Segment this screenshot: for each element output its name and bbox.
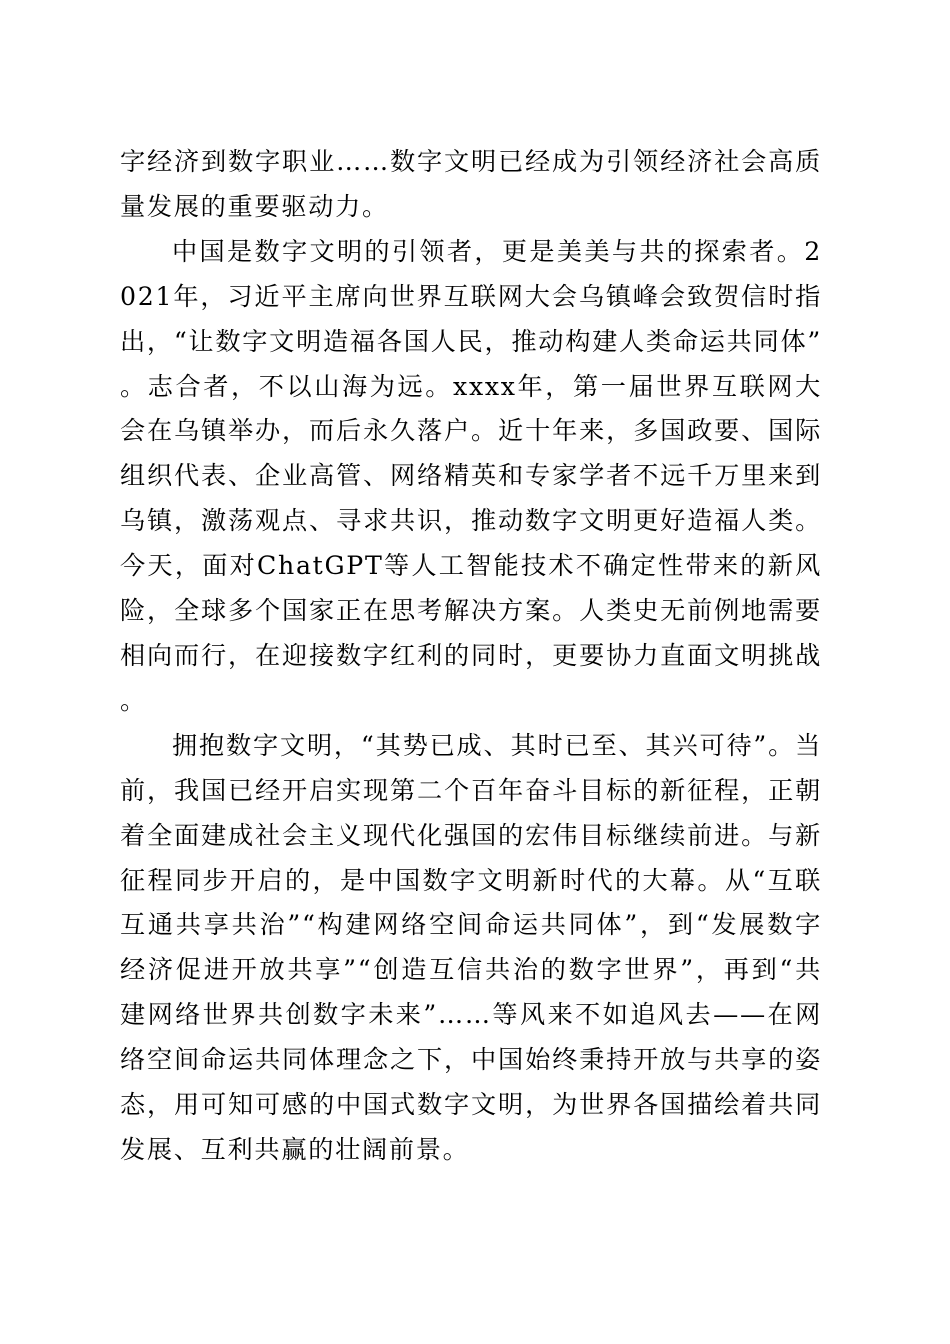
paragraph-digital-civilization-leader: 中国是数字文明的引领者，更是美美与共的探索者。2021年，习近平主席向世界互联网大会乌镇峰会致贺信时指出，“让数字文明造福各国人民，推动构建人类命运共同体”。志合者，不以山海为远。xxxx年，第一届世界互联网大会在乌镇举办，而后永久落户。近十年来，多国政要、国际组织代表、企业高管、网络精英和专家学者不远千万里来到乌镇，激荡观点、寻求共识，推动数字文明更好造福人类。今天，面对ChatGPT等人工智能技术不确定性带来的新风险，全球多个国家正在思考解决方案。人类史无前例地需要相向而行，在迎接数字红利的同时，更要协力直面文明挑战。 xyxy=(120,236,822,715)
document-body xyxy=(120,140,822,1173)
paragraph-continuation: 字经济到数字职业……数字文明已经成为引领经济社会高质量发展的重要驱动力。 xyxy=(120,147,822,221)
paragraph-embrace-digital-civilization: 拥抱数字文明，“其势已成、其时已至、其兴可待”。当前，我国已经开启实现第二个百年奋斗目标的新征程，正朝着全面建成社会主义现代化强国的宏伟目标继续前进。与新征程同步开启的，是中国数字文明新时代的大幕。从“互联互通共享共治”“构建网络空间命运共同体”，到“发展数字经济促进开放共享”“创造互信共治的数字世界”，再到“共建网络世界共创数字未来”……等风来不如追风去——在网络空间命运共同体理念之下，中国始终秉持开放与共享的姿态，用可知可感的中国式数字文明，为世界各国描绘着共同发展、互利共赢的壮阔前景。 xyxy=(120,730,822,1164)
